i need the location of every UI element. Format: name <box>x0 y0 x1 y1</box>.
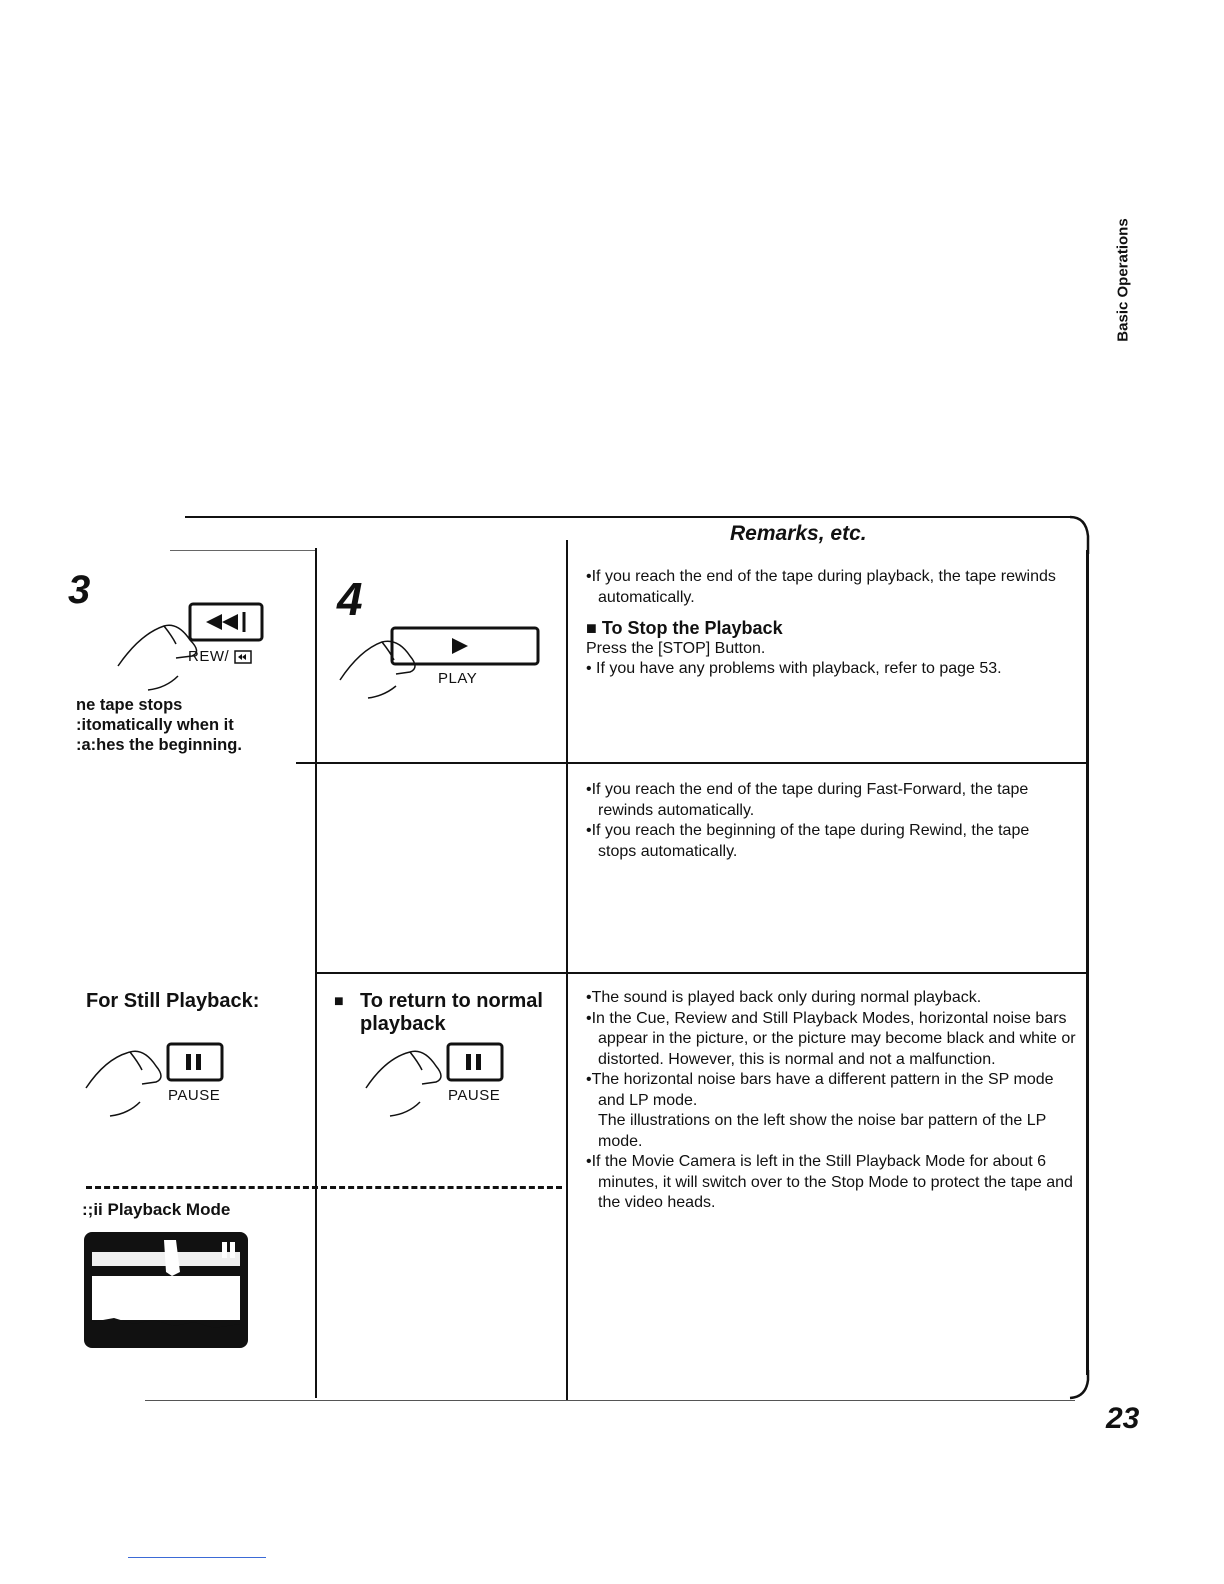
return-bullet: ■ <box>334 993 344 1010</box>
stop-playback-text: Press the [STOP] Button. <box>586 639 766 657</box>
remarks-ff-rew <box>586 780 1064 862</box>
table-right-rule <box>1086 550 1089 1375</box>
remark-still-bullet-1: •The sound is played back only during normal playback. <box>586 989 982 1006</box>
row-sep-still-dashed <box>86 1186 562 1189</box>
row-sep-1-left <box>170 550 315 551</box>
stop-playback-heading: ■ To Stop the Playback <box>586 618 783 638</box>
table-top-rule <box>185 516 1073 518</box>
step-3-number: 3 <box>68 568 91 612</box>
row-sep-2 <box>296 762 1088 764</box>
section-side-tab <box>1106 200 1140 360</box>
table-bottom-right-corner <box>1070 1370 1092 1400</box>
rew-button-label: REW/ <box>188 648 252 665</box>
play-button-label: PLAY <box>438 670 478 687</box>
return-heading-line-1: To return to normal <box>360 990 543 1012</box>
still-playback-heading: For Still Playback: <box>86 990 260 1012</box>
remark-ff-bullet-1: •If you reach the end of the tape during Fast-Forward, the tape rewinds automatically. <box>586 781 1029 819</box>
rew-button-illustration <box>118 596 278 696</box>
caption-line-3: :a:hes the beginning. <box>76 736 242 754</box>
table-top-right-corner <box>1070 514 1092 554</box>
remark-still-bullet-2: •In the Cue, Review and Still Playback Modes, horizontal noise bars appear in the picture, or the picture may become black and white or distorted. However, this is normal and not a malfunction. <box>586 1009 1076 1068</box>
pause-label-left: PAUSE <box>168 1087 221 1104</box>
remarks-header: Remarks, etc. <box>730 522 867 545</box>
caption-line-2: :itomatically when it <box>76 716 234 734</box>
pause-button-illustration-left <box>86 1040 246 1120</box>
table-bottom-rule <box>145 1400 1075 1401</box>
step-4-number: 4 <box>337 573 363 625</box>
remark-still-bullet-3: •The horizontal noise bars have a different pattern in the SP mode and LP mode. <box>586 1071 1054 1109</box>
remark-still-bullet-3-extra: The illustrations on the left show the noise bar pattern of the LP mode. <box>598 1112 1046 1150</box>
caption-line-1: ne tape stops <box>76 696 183 714</box>
play-button-illustration <box>340 620 550 700</box>
remark-playback-bullet-2: • If you have any problems with playback, refer to page 53. <box>586 660 1002 677</box>
remark-playback-bullet-1: •If you reach the end of the tape during playback, the tape rewinds automatically. <box>586 568 1056 606</box>
pause-button-illustration-mid <box>366 1040 526 1120</box>
rewind-icon <box>234 650 252 664</box>
section-side-tab-label: Basic Operations <box>1114 218 1132 342</box>
page-number: 23 <box>1106 1402 1140 1435</box>
step-3-caption <box>76 695 242 755</box>
return-heading-line-2: playback <box>360 1013 446 1035</box>
remark-still-bullet-4: •If the Movie Camera is left in the Still Playback Mode for about 6 minutes, it will switch over to the Stop Mode to protect the tape and the video heads. <box>586 1153 1073 1211</box>
remarks-playback <box>586 567 1064 680</box>
divider-col-2 <box>566 540 568 1400</box>
pause-label-mid: PAUSE <box>448 1087 501 1104</box>
still-mode-screen-image <box>84 1232 248 1348</box>
scan-artifact-line <box>128 1557 266 1558</box>
remark-ff-bullet-2: •If you reach the beginning of the tape during Rewind, the tape stops automatically. <box>586 822 1030 860</box>
still-mode-label: :;ii Playback Mode <box>82 1200 231 1219</box>
remarks-still <box>586 988 1078 1214</box>
row-sep-3 <box>315 972 1088 974</box>
